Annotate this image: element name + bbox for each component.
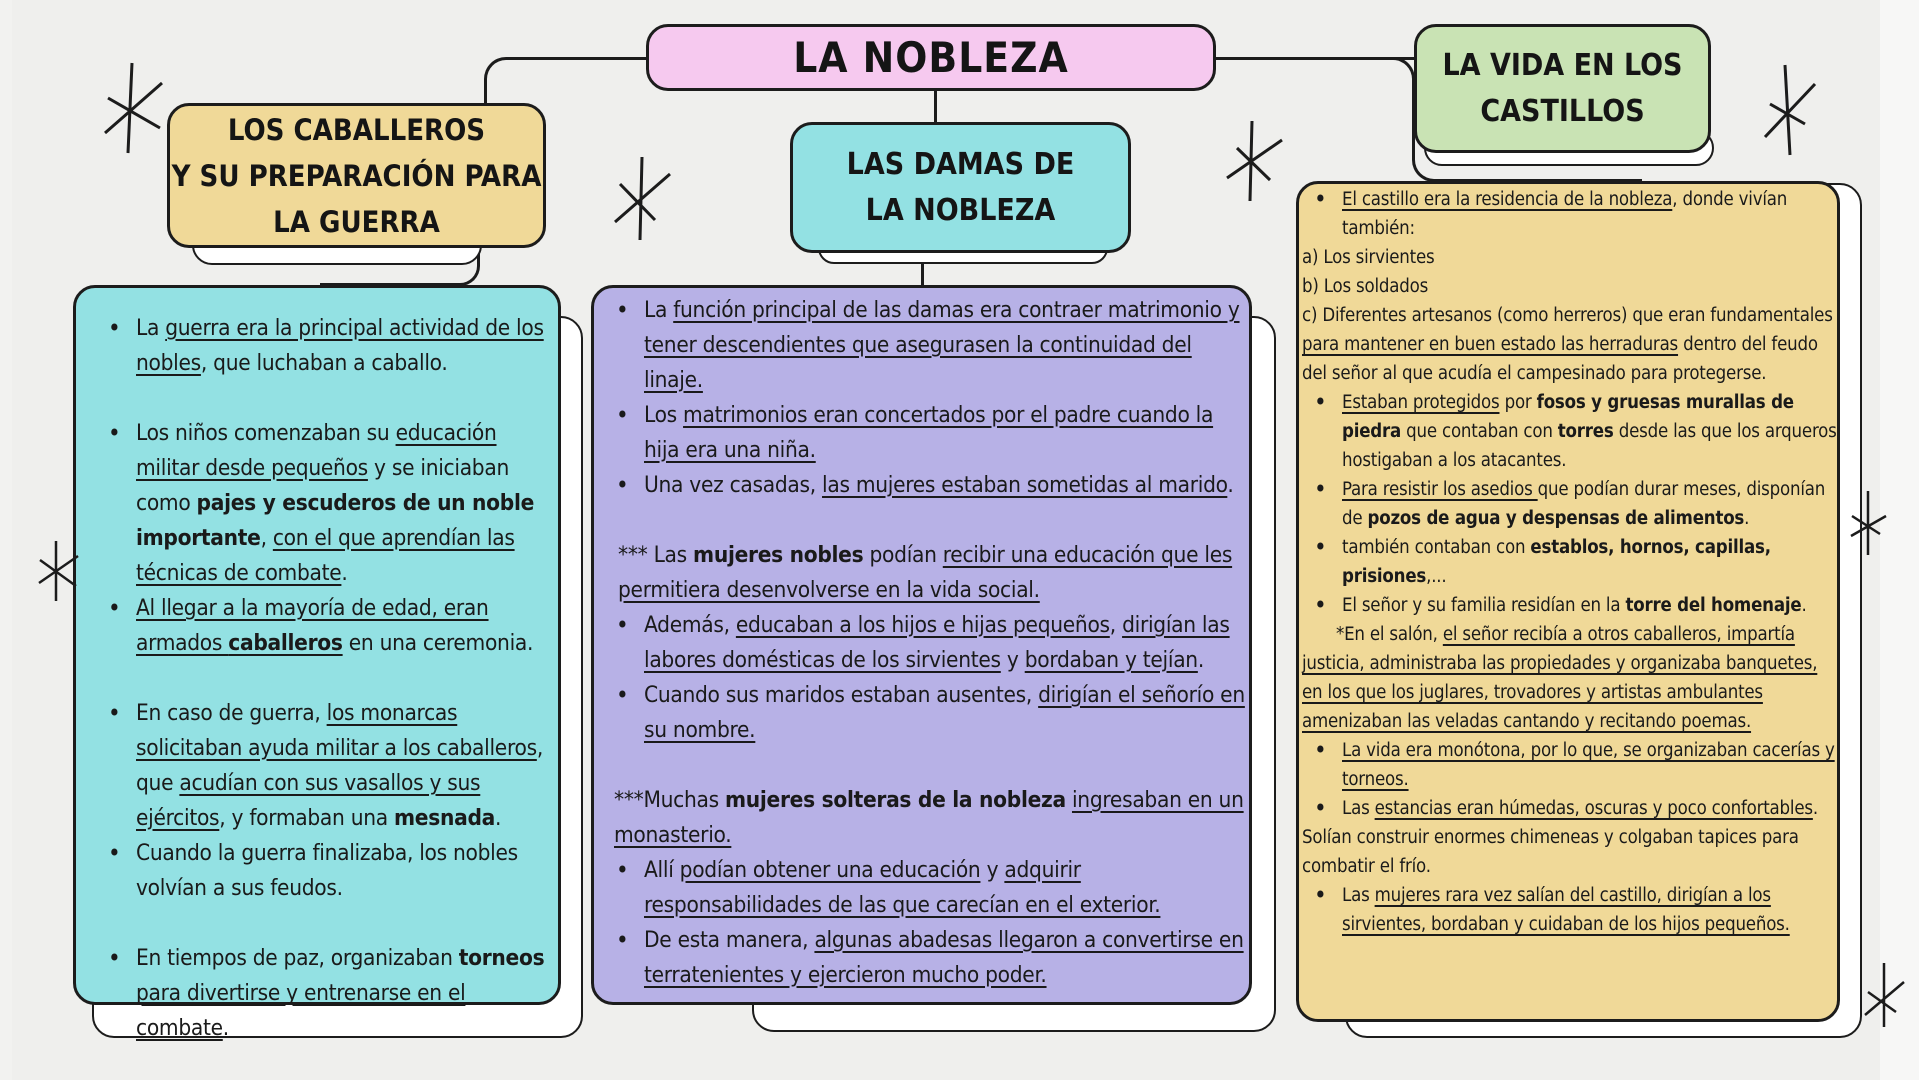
underlined-text-run: el señor recibía a otros caballeros, impartía justicia, administraba las propiedades y organizaba banquetes, en los que los juglares, trovadores y artistas ambulantes amenizaban las veladas cantando y recitando poemas. (1302, 624, 1818, 732)
text-run: La (644, 297, 674, 323)
page-title: LA NOBLEZA (793, 33, 1069, 82)
underlined-text-run: La vida era monótona, por lo que, se organizaban cacerías y torneos. (1342, 740, 1835, 790)
underlined-text-run: acudían con sus vasallos y sus ejércitos (136, 770, 481, 831)
underlined-text-run: dirigían el señorío en su nombre. (644, 682, 1245, 743)
sparkle-star-icon (36, 538, 80, 604)
text-run: En tiempos de paz, organizaban (136, 945, 459, 971)
list-item (644, 398, 1249, 468)
text-run: . (1227, 472, 1234, 498)
bold-text-run: establos, hornos, capillas, prisiones (1342, 537, 1771, 587)
underlined-text-run: estancias eran húmedas, oscuras y poco confortables (1374, 798, 1813, 819)
underlined-text-run: educación militar desde pequeños (136, 420, 497, 481)
damas-header (790, 122, 1131, 253)
paragraph (604, 538, 1249, 608)
text-run: , y formaban una (219, 805, 394, 831)
castillos-header-line-2: CASTILLOS (1480, 93, 1645, 129)
connector-title-center (934, 90, 937, 122)
text-run: La (136, 315, 166, 341)
text-run: y (1000, 647, 1025, 673)
bullet-list (1302, 736, 1838, 823)
spacer (136, 661, 556, 696)
sub-item: b) Los soldados (1302, 276, 1429, 297)
underlined-text-run: con el que aprendían las técnicas de combate (136, 525, 515, 586)
sparkle-star-icon (1760, 62, 1820, 158)
spacer (644, 748, 1249, 783)
paragraph (1302, 301, 1838, 388)
caballeros-header (167, 103, 546, 248)
castillos-header-line-1: LA VIDA EN LOS (1442, 47, 1683, 83)
bold-text-run: mesnada (394, 805, 495, 831)
list-item (1342, 388, 1838, 475)
text-run: Cuando la guerra finalizaba, los nobles volvían a sus feudos. (136, 840, 518, 901)
bold-text-run: torre del homenaje (1625, 595, 1802, 616)
text-run: por (1499, 392, 1537, 413)
list-item (136, 696, 556, 836)
bullet-list (1302, 185, 1838, 243)
title-box (646, 24, 1216, 91)
damas-header-line-1: LAS DAMAS DE (846, 146, 1075, 182)
text-run: desde las que los arqueros hostigaban a los atacantes. (1342, 421, 1837, 471)
caballeros-header-line-3: LA GUERRA (273, 204, 440, 239)
text-run: Allí (644, 857, 680, 883)
text-run: *** Las (618, 542, 694, 568)
list-item (644, 468, 1249, 503)
paragraph: Solían construir enormes chimeneas y colgaban tapices para combatir el frío. (1302, 827, 1799, 877)
castillos-content (1302, 185, 1838, 939)
castillos-header (1414, 24, 1711, 153)
text-run: . (1744, 508, 1750, 529)
caballeros-header-line-2: Y SU PREPARACIÓN PARA (171, 158, 542, 193)
sparkle-star-icon (100, 58, 170, 158)
spacer (136, 906, 556, 941)
text-run: y (980, 857, 1005, 883)
caballeros-header-line-1: LOS CABALLEROS (227, 112, 486, 147)
sparkle-star-icon (610, 152, 676, 242)
text-run: , que (136, 735, 543, 796)
spacer (644, 503, 1249, 538)
text-run: , (1109, 612, 1123, 638)
underlined-text-run: Estaban protegidos (1342, 392, 1500, 413)
bold-text-run: torneos (458, 945, 545, 971)
list-item (136, 416, 556, 591)
text-run: Una vez casadas, (644, 472, 823, 498)
underlined-text-run: Para resistir los asedios (1342, 479, 1538, 500)
list-item (1342, 185, 1838, 243)
underlined-text-run: para mantener en buen estado las herraduras (1302, 334, 1679, 355)
underlined-text-run: matrimonios eran concertados por el padre cuando la hija era una niña. (644, 402, 1214, 463)
damas-header-line-2: LA NOBLEZA (865, 192, 1056, 228)
bold-text-run: pajes y escuderos de un noble importante (136, 490, 535, 551)
bold-text-run: mujeres solteras de la nobleza (725, 787, 1066, 813)
sparkle-star-icon (1862, 960, 1906, 1030)
text-run: que contaban con (1401, 421, 1558, 442)
list-item (1342, 881, 1838, 939)
bullet-list (604, 293, 1249, 538)
text-run: . (1197, 647, 1204, 673)
text-run: que podían durar meses, disponían de (1342, 479, 1826, 529)
damas-content (604, 293, 1249, 993)
list-item (1342, 533, 1838, 591)
bold-text-run: torres (1557, 421, 1614, 442)
text-run: . (341, 560, 348, 586)
underlined-text-run: mujeres rara vez salían del castillo, dirigían a los sirvientes, bordaban y cuidaban de los hijos pequeños. (1342, 885, 1790, 935)
connector-right-curve (1375, 57, 1415, 97)
underlined-text-run: los monarcas solicitaban ayuda militar a los caballeros (136, 700, 537, 761)
text-run: dentro del feudo del señor al que acudía el campesinado para protegerse. (1302, 334, 1818, 384)
text-run: *En el salón, (1336, 624, 1443, 645)
underlined-text-run: para divertirse y entrenarse en el combate (136, 980, 466, 1041)
spacer (136, 381, 556, 416)
underlined-text-run: dirigían las labores domésticas de los sirvientes (644, 612, 1230, 673)
bullet-list (604, 853, 1249, 993)
underlined-text-run: El castillo era la residencia de la nobleza (1342, 189, 1673, 210)
text-run: , (260, 525, 273, 551)
sub-item: a) Los sirvientes (1302, 247, 1435, 268)
bold-text-run: mujeres nobles (693, 542, 864, 568)
underlined-text-run: adquirir responsabilidades de las que carecían en el exterior. (644, 857, 1161, 918)
text-run: . (222, 1015, 229, 1041)
text-run: Además, (644, 612, 736, 638)
list-item (644, 923, 1249, 993)
paragraph (1302, 620, 1838, 736)
text-run: ,... (1426, 566, 1447, 587)
text-run: , que luchaban a caballo. (200, 350, 448, 376)
list-item (644, 678, 1249, 748)
text-run: , donde vivían también: (1342, 189, 1788, 239)
text-run: De esta manera, (644, 927, 815, 953)
text-run: Las (1342, 885, 1375, 906)
list-item (1342, 736, 1838, 794)
underlined-text-run: bordaban y tejían (1024, 647, 1198, 673)
list-item (1342, 475, 1838, 533)
text-run: podían (863, 542, 943, 568)
list-item (136, 311, 556, 381)
underlined-text-run: recibir una educación que les permitiera desenvolverse en la vida social. (618, 542, 1233, 603)
text-run: ***Muchas (614, 787, 725, 813)
underlined-text-run: función principal de las damas era contraer matrimonio y tener descendientes que asegurasen la continuidad del linaje. (644, 297, 1240, 393)
list-item (644, 293, 1249, 398)
text-run: . (495, 805, 502, 831)
text-run: Cuando sus maridos estaban ausentes, (644, 682, 1039, 708)
underlined-text-run: guerra era la principal actividad de los nobles (136, 315, 544, 376)
sparkle-star-icon (1222, 118, 1288, 204)
underlined-text-run: algunas abadesas llegaron a convertirse en terratenientes y ejercieron mucho poder. (644, 927, 1244, 988)
list-item (1342, 591, 1838, 620)
underlined-text-run: Al llegar a la mayoría de edad, eran armados (136, 595, 489, 656)
list-item (644, 853, 1249, 923)
list-item (136, 591, 556, 661)
text-run: . (1801, 595, 1807, 616)
list-item (136, 941, 556, 1046)
text-run: . (1812, 798, 1818, 819)
text-run: en una ceremonia. (342, 630, 534, 656)
list-item (136, 836, 556, 906)
text-run: Las (1342, 798, 1375, 819)
underlined-text-run: educaban a los hijos e hijas pequeños (735, 612, 1110, 638)
bold-text-run: fosos y gruesas murallas de piedra (1342, 392, 1794, 442)
list-item (644, 608, 1249, 678)
text-run: c) Diferentes artesanos (como herreros) que eran fundamentales (1302, 305, 1833, 326)
bullet-list (1302, 388, 1838, 620)
bullet-list (604, 608, 1249, 783)
paragraph (604, 783, 1249, 853)
bold-text-run: pozos de agua y despensas de alimentos (1367, 508, 1745, 529)
text-run: también contaban con (1342, 537, 1531, 558)
bullet-list (96, 311, 556, 1046)
text-run: y se iniciaban como (136, 455, 509, 516)
text-run: El señor y su familia residían en la (1342, 595, 1626, 616)
underlined-text-run: podían obtener una educación (679, 857, 981, 883)
text-run: Los niños comenzaban su (136, 420, 396, 446)
bullet-list (1302, 881, 1838, 939)
connector-title-left (484, 57, 648, 105)
text-run: En caso de guerra, (136, 700, 327, 726)
list-item (1342, 794, 1838, 823)
underlined-text-run: caballeros (228, 630, 343, 656)
text-run: Los (644, 402, 684, 428)
underlined-text-run: ingresaban en un monasterio. (614, 787, 1244, 848)
connector-center-body (921, 262, 924, 286)
underlined-text-run: las mujeres estaban sometidas al marido (822, 472, 1228, 498)
sparkle-star-icon (1848, 488, 1888, 558)
caballeros-content (96, 311, 556, 1046)
